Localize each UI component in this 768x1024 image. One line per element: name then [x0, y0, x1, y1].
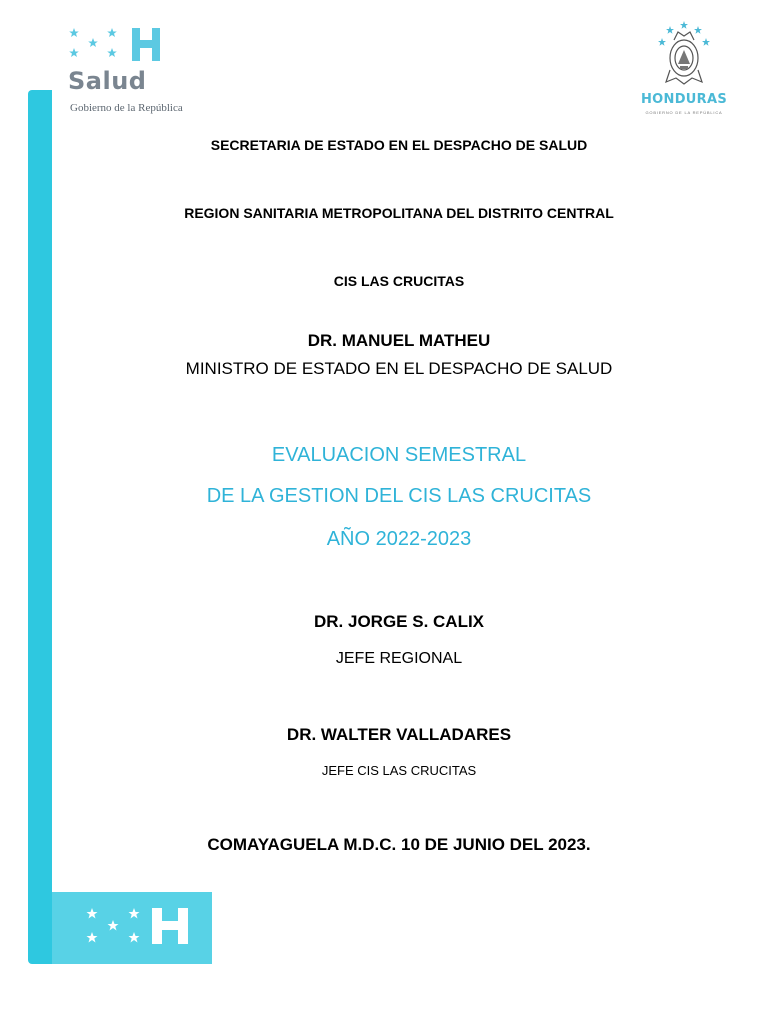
evaluation-title-line-2: DE LA GESTION DEL CIS LAS CRUCITAS	[206, 485, 592, 507]
bottom-h-logo-block	[52, 892, 212, 964]
side-accent-bar	[28, 90, 52, 964]
h-stars-logo-icon	[52, 892, 212, 964]
cis-heading: CIS LAS CRUCITAS	[333, 273, 465, 289]
salud-wordmark: Salud	[68, 67, 147, 95]
coat-of-arms-icon	[652, 20, 716, 90]
evaluation-title-line-1: EVALUACION SEMESTRAL	[271, 444, 527, 466]
secretaria-heading: SECRETARIA DE ESTADO EN EL DESPACHO DE SALUD	[210, 137, 588, 153]
minister-name: DR. MANUEL MATHEU	[307, 331, 491, 350]
evaluation-title-line-3: AÑO 2022-2023	[326, 528, 472, 550]
cis-chief-name: DR. WALTER VALLADARES	[286, 725, 512, 744]
honduras-logo	[628, 20, 740, 120]
regional-chief-name: DR. JORGE S. CALIX	[313, 612, 485, 631]
region-heading: REGION SANITARIA METROPOLITANA DEL DISTRITO CENTRAL	[184, 205, 614, 221]
cis-chief-title: JEFE CIS LAS CRUCITAS	[321, 763, 477, 778]
regional-chief-title: JEFE REGIONAL	[335, 650, 463, 667]
place-and-date: COMAYAGUELA M.D.C. 10 DE JUNIO DEL 2023.	[207, 835, 591, 854]
honduras-subtitle: GOBIERNO DE LA REPÚBLICA	[645, 110, 723, 115]
salud-logo	[66, 26, 216, 118]
minister-title: MINISTRO DE ESTADO EN EL DESPACHO DE SALUD	[185, 359, 613, 378]
h-stars-logo-icon	[66, 26, 166, 66]
honduras-wordmark: HONDURAS	[641, 92, 727, 107]
salud-subtitle: Gobierno de la República	[70, 102, 183, 114]
